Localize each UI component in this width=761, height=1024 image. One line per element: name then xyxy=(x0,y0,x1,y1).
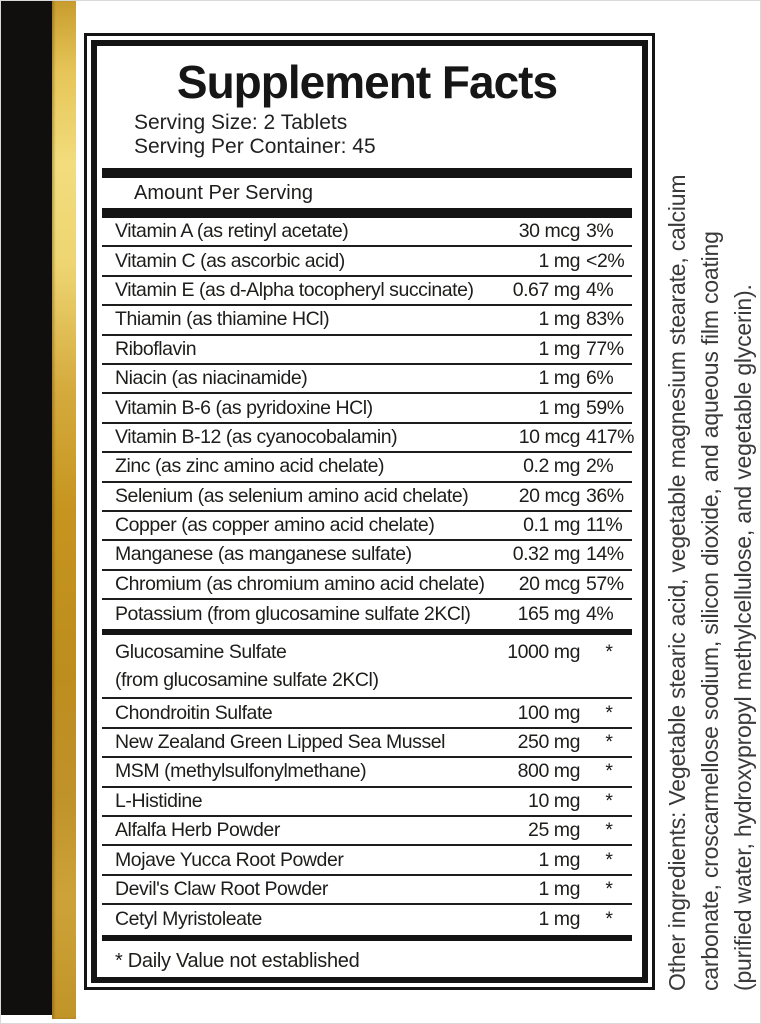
nutrient-name: Vitamin A (as retinyl acetate) xyxy=(115,220,349,243)
nutrient-name: MSM (methylsulfonylmethane) xyxy=(115,760,367,783)
nutrient-dv: * xyxy=(605,701,613,724)
nutrients-table xyxy=(102,218,635,629)
nutrient-dv: * xyxy=(605,789,613,812)
nutrient-name: Chondroitin Sulfate xyxy=(115,701,273,724)
nutrient-amount: 1 mg xyxy=(538,367,580,390)
brand-gold-stripe xyxy=(52,0,76,1019)
nutrient-amount: 100 mg xyxy=(517,701,580,724)
supplements-table xyxy=(102,635,632,934)
table-row xyxy=(102,453,632,482)
nutrient-name: Vitamin E (as d-Alpha tocopheryl succinate) xyxy=(115,278,474,301)
nutrient-amount: 800 mg xyxy=(517,760,580,783)
nutrient-name: Devil's Claw Root Powder xyxy=(115,878,328,900)
other-ingredients-text xyxy=(661,39,761,991)
nutrient-amount: 1 mg xyxy=(538,848,580,871)
nutrient-name: Copper (as copper amino acid chelate) xyxy=(115,514,435,537)
nutrient-amount: 30 mcg xyxy=(518,220,580,243)
table-row xyxy=(102,846,632,875)
supplement-facts-panel-inner xyxy=(91,40,648,983)
nutrient-amount: 1 mg xyxy=(538,878,580,900)
nutrient-amount: 10 mg xyxy=(528,789,580,812)
table-row xyxy=(102,483,632,512)
table-row xyxy=(102,571,632,600)
nutrient-amount: 1 mg xyxy=(538,308,580,331)
nutrient-name: Chromium (as chromium amino acid chelate) xyxy=(115,572,485,595)
table-row xyxy=(102,817,632,846)
nutrient-dv: * xyxy=(605,878,613,900)
nutrient-amount: 1 mg xyxy=(538,249,580,272)
nutrient-dv: 417% xyxy=(586,425,635,448)
table-row xyxy=(102,394,632,423)
table-row xyxy=(102,541,632,570)
nutrient-dv: 2% xyxy=(586,455,614,478)
nutrient-amount: 1 mg xyxy=(538,337,580,360)
nutrient-name: Manganese (as manganese sulfate) xyxy=(115,543,412,566)
table-row xyxy=(102,424,635,453)
other-ingredients-line: Other ingredients: Vegetable stearic acid, vegetable magnesium stearate, calcium xyxy=(664,174,690,991)
nutrient-dv: 57% xyxy=(586,572,624,595)
nutrient-amount: 1 mg xyxy=(538,396,580,419)
nutrient-amount: 10 mcg xyxy=(518,425,580,448)
table-row xyxy=(102,699,632,728)
table-row xyxy=(102,905,632,934)
table-row xyxy=(102,336,632,365)
table-row xyxy=(102,277,632,306)
nutrient-dv: 59% xyxy=(586,396,624,419)
nutrient-name: Vitamin B-12 (as cyanocobalamin) xyxy=(115,425,398,448)
nutrient-name: New Zealand Green Lipped Sea Mussel xyxy=(115,731,446,754)
brand-black-stripe xyxy=(0,0,52,1015)
nutrient-name-subline: (from glucosamine sulfate 2KCl) xyxy=(115,669,379,692)
nutrient-dv: 3% xyxy=(586,220,614,243)
table-row xyxy=(102,512,632,541)
table-row xyxy=(102,600,632,629)
nutrient-name: Niacin (as niacinamide) xyxy=(115,367,308,390)
nutrient-amount: 0.67 mg xyxy=(512,278,580,301)
nutrient-amount: 0.1 mg xyxy=(523,514,580,537)
table-row xyxy=(102,306,632,335)
nutrient-name: Riboflavin xyxy=(115,337,197,360)
serving-size: Serving Size: 2 Tablets xyxy=(134,111,348,134)
nutrient-amount: 1000 mg xyxy=(507,641,580,664)
amount-per-serving-label: Amount Per Serving xyxy=(134,182,313,204)
table-row xyxy=(102,788,632,817)
nutrient-dv: 83% xyxy=(586,308,624,331)
other-ingredients-line: (purified water, hydroxypropyl methylcellulose, and vegetable glycerin). xyxy=(730,284,757,991)
nutrient-dv: * xyxy=(605,641,613,664)
table-row xyxy=(102,876,632,905)
nutrient-amount: 25 mg xyxy=(528,819,580,842)
nutrient-name: Cetyl Myristoleate xyxy=(115,908,262,931)
supplement-facts-panel xyxy=(84,33,655,990)
nutrient-dv: * xyxy=(605,908,613,931)
nutrient-dv: * xyxy=(605,819,613,842)
table-row xyxy=(102,365,632,394)
other-ingredients-line: carbonate, croscarmellose sodium, silicon dioxide, and aqueous film coating xyxy=(697,231,724,991)
servings-per-container: Serving Per Container: 45 xyxy=(134,135,376,158)
nutrient-amount: 0.2 mg xyxy=(523,455,580,478)
nutrient-name: Potassium (from glucosamine sulfate 2KCl) xyxy=(115,603,471,626)
nutrient-name: Zinc (as zinc amino acid chelate) xyxy=(115,455,385,478)
section-divider-bar xyxy=(102,168,632,178)
nutrient-name: L-Histidine xyxy=(115,789,203,812)
table-row xyxy=(102,247,632,276)
nutrient-dv: 4% xyxy=(586,278,614,301)
nutrient-dv: 36% xyxy=(586,484,624,507)
table-row xyxy=(102,635,632,699)
nutrient-dv: * xyxy=(605,848,613,871)
nutrient-amount: 250 mg xyxy=(517,731,580,754)
table-row xyxy=(102,729,632,758)
nutrient-dv: 4% xyxy=(586,603,614,626)
serving-info xyxy=(134,111,632,159)
nutrient-dv: 11% xyxy=(586,514,623,537)
daily-value-footnote: * Daily Value not established xyxy=(115,949,360,972)
nutrient-amount: 20 mcg xyxy=(518,572,580,595)
nutrient-amount: 0.32 mg xyxy=(512,543,580,566)
nutrient-amount: 165 mg xyxy=(517,603,580,626)
nutrient-dv: 6% xyxy=(586,367,614,390)
nutrient-amount: 1 mg xyxy=(538,908,580,931)
nutrient-dv: * xyxy=(605,760,613,783)
table-row xyxy=(102,218,632,247)
nutrient-name: Alfalfa Herb Powder xyxy=(115,819,280,842)
nutrient-dv: 14% xyxy=(586,543,624,566)
panel-title: Supplement Facts xyxy=(176,56,558,108)
table-row xyxy=(102,758,632,787)
nutrient-name: Vitamin B-6 (as pyridoxine HCl) xyxy=(115,396,373,419)
nutrient-name: Mojave Yucca Root Powder xyxy=(115,848,344,871)
section-divider-bar xyxy=(102,208,632,218)
nutrient-name-line: Glucosamine Sulfate xyxy=(115,641,287,664)
nutrient-dv: * xyxy=(605,731,613,754)
nutrient-dv: <2% xyxy=(586,249,625,272)
nutrient-name: Selenium (as selenium amino acid chelate) xyxy=(115,484,469,507)
nutrient-name: Thiamin (as thiamine HCl) xyxy=(115,308,330,331)
nutrient-amount: 20 mcg xyxy=(518,484,580,507)
nutrient-dv: 77% xyxy=(586,337,624,360)
nutrient-name xyxy=(102,638,507,694)
nutrient-name: Vitamin C (as ascorbic acid) xyxy=(115,249,345,272)
